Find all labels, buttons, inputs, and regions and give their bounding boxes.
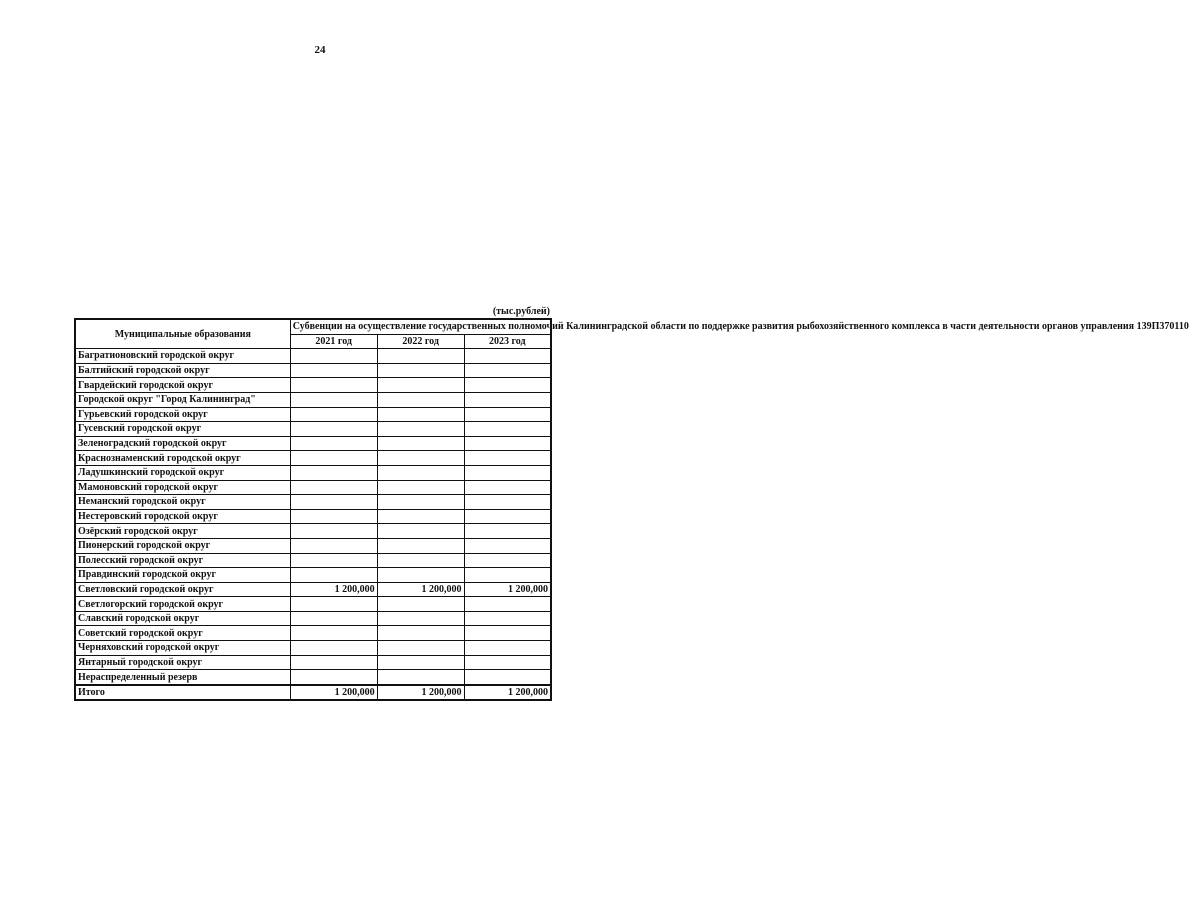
value-2023: 1 200,000 [464, 582, 551, 597]
value-2021 [290, 524, 377, 539]
municipality-name: Ладушкинский городской округ [75, 465, 290, 480]
table-row [75, 670, 551, 685]
value-2023 [464, 451, 551, 466]
value-2023 [464, 524, 551, 539]
municipality-name: Гурьевский городской округ [75, 407, 290, 422]
value-2022 [377, 495, 464, 510]
value-2022 [377, 392, 464, 407]
municipality-name: Гвардейский городской округ [75, 378, 290, 393]
value-2021: 1 200,000 [290, 582, 377, 597]
value-2021 [290, 509, 377, 524]
table-row [75, 451, 551, 466]
table-row [75, 363, 551, 378]
units-label: (тыс.рублей) [492, 306, 550, 317]
municipality-name: Балтийский городской округ [75, 363, 290, 378]
municipality-name: Городской округ "Город Калининград" [75, 392, 290, 407]
table-row [75, 465, 551, 480]
value-2021 [290, 641, 377, 656]
header-description: Субвенции на осуществление государственных полномочий Калининградской области по поддержке развития рыбохозяйственного комплекса в части деятельности органов управления 139П370110 [290, 319, 551, 334]
table-row [75, 436, 551, 451]
table-row [75, 407, 551, 422]
table-row [75, 626, 551, 641]
table-row [75, 509, 551, 524]
municipality-name: Славский городской округ [75, 611, 290, 626]
value-2021 [290, 465, 377, 480]
value-2023 [464, 363, 551, 378]
value-2023 [464, 480, 551, 495]
header-municipalities: Муниципальные образования [75, 319, 290, 349]
table-row [75, 582, 551, 597]
table-row [75, 349, 551, 364]
value-2022 [377, 538, 464, 553]
value-2022 [377, 597, 464, 612]
value-2023 [464, 611, 551, 626]
value-2023 [464, 349, 551, 364]
value-2021 [290, 568, 377, 583]
table-row [75, 641, 551, 656]
municipality-name: Правдинский городской округ [75, 568, 290, 583]
municipality-name: Янтарный городской округ [75, 655, 290, 670]
value-2022 [377, 553, 464, 568]
municipality-name: Пионерский городской округ [75, 538, 290, 553]
municipality-name: Багратионовский городской округ [75, 349, 290, 364]
value-2021 [290, 538, 377, 553]
value-2021 [290, 480, 377, 495]
value-2021 [290, 611, 377, 626]
value-2022 [377, 407, 464, 422]
value-2023 [464, 495, 551, 510]
municipality-name: Нестеровский городской округ [75, 509, 290, 524]
municipality-name: Светлогорский городской округ [75, 597, 290, 612]
value-2021 [290, 495, 377, 510]
value-2021 [290, 378, 377, 393]
value-2021 [290, 655, 377, 670]
value-2021 [290, 407, 377, 422]
value-2023 [464, 378, 551, 393]
table-row [75, 480, 551, 495]
municipality-name: Черняховский городской округ [75, 641, 290, 656]
total-2021: 1 200,000 [290, 685, 377, 701]
table-row [75, 378, 551, 393]
value-2023 [464, 597, 551, 612]
value-2021 [290, 422, 377, 437]
value-2022 [377, 480, 464, 495]
header-year-2023: 2023 год [464, 334, 551, 349]
value-2021 [290, 626, 377, 641]
table-row [75, 553, 551, 568]
table-row [75, 568, 551, 583]
value-2022 [377, 509, 464, 524]
table-row [75, 422, 551, 437]
subventions-table [74, 318, 1189, 701]
value-2021 [290, 436, 377, 451]
table-row [75, 524, 551, 539]
value-2023 [464, 626, 551, 641]
value-2023 [464, 568, 551, 583]
value-2022 [377, 363, 464, 378]
value-2021 [290, 363, 377, 378]
value-2022 [377, 378, 464, 393]
value-2022 [377, 568, 464, 583]
value-2023 [464, 436, 551, 451]
value-2021 [290, 451, 377, 466]
value-2022 [377, 422, 464, 437]
municipality-name: Мамоновский городской округ [75, 480, 290, 495]
value-2021 [290, 670, 377, 685]
table-row [75, 655, 551, 670]
value-2022 [377, 670, 464, 685]
total-row [75, 685, 551, 701]
value-2022 [377, 611, 464, 626]
value-2022 [377, 451, 464, 466]
value-2023 [464, 655, 551, 670]
value-2023 [464, 641, 551, 656]
municipality-name: Светловский городской округ [75, 582, 290, 597]
value-2022 [377, 655, 464, 670]
value-2022 [377, 349, 464, 364]
value-2022 [377, 524, 464, 539]
municipality-name: Нераспределенный резерв [75, 670, 290, 685]
total-label: Итого [75, 685, 290, 701]
total-2023: 1 200,000 [464, 685, 551, 701]
value-2021 [290, 392, 377, 407]
value-2023 [464, 670, 551, 685]
value-2023 [464, 422, 551, 437]
municipality-name: Полесский городской округ [75, 553, 290, 568]
table-row [75, 597, 551, 612]
value-2022 [377, 465, 464, 480]
municipality-name: Гусевский городской округ [75, 422, 290, 437]
value-2021 [290, 597, 377, 612]
value-2023 [464, 465, 551, 480]
value-2022: 1 200,000 [377, 582, 464, 597]
value-2023 [464, 509, 551, 524]
page-number: 24 [314, 44, 326, 56]
value-2022 [377, 641, 464, 656]
value-2023 [464, 553, 551, 568]
header-year-2021: 2021 год [290, 334, 377, 349]
table-row [75, 538, 551, 553]
value-2023 [464, 392, 551, 407]
value-2023 [464, 407, 551, 422]
municipality-name: Советский городской округ [75, 626, 290, 641]
header-year-2022: 2022 год [377, 334, 464, 349]
value-2022 [377, 626, 464, 641]
table-row [75, 495, 551, 510]
value-2022 [377, 436, 464, 451]
table-row [75, 392, 551, 407]
municipality-name: Зеленоградский городской округ [75, 436, 290, 451]
value-2023 [464, 538, 551, 553]
total-2022: 1 200,000 [377, 685, 464, 701]
municipality-name: Неманский городской округ [75, 495, 290, 510]
value-2021 [290, 553, 377, 568]
municipality-name: Озёрский городской округ [75, 524, 290, 539]
municipality-name: Краснознаменский городской округ [75, 451, 290, 466]
table-row [75, 611, 551, 626]
value-2021 [290, 349, 377, 364]
